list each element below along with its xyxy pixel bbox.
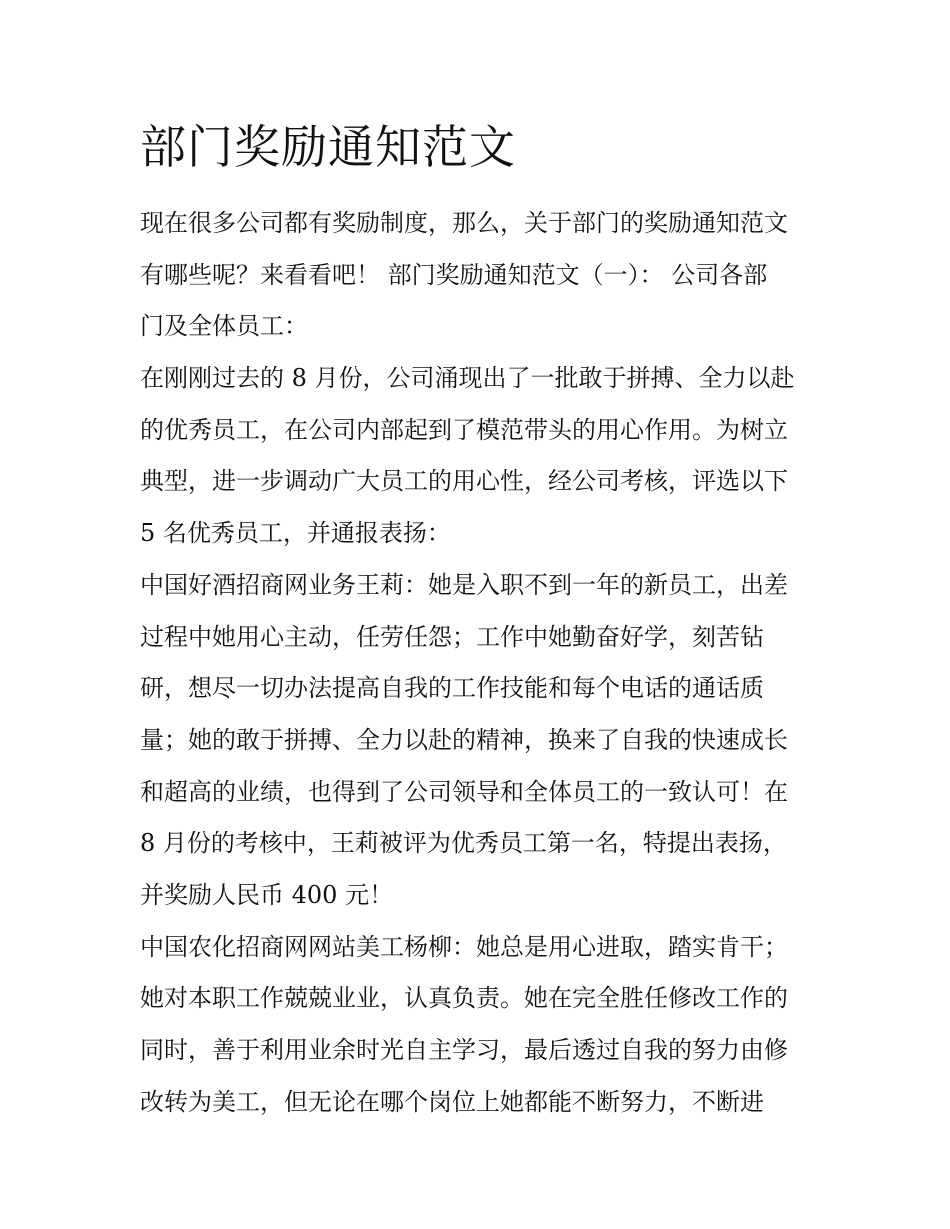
paragraph-line: 5 名优秀员工，并通报表扬： <box>140 519 451 548</box>
paragraph-line: 和超高的业绩，也得到了公司领导和全体员工的一致认可！在 <box>140 777 788 806</box>
paragraph-line: 中国农化招商网网站美工杨柳：她总是用心进取，踏实肯干； <box>140 932 788 961</box>
paragraph-line: 同时，善于利用业余时光自主学习，最后透过自我的努力由修 <box>140 1036 788 1064</box>
paragraph-line: 在刚刚过去的 8 月份，公司涌现出了一批敢于拼搏、全力以赴 <box>140 364 795 393</box>
paragraph-line: 的优秀员工，在公司内部起到了模范带头的用心作用。为树立 <box>140 415 788 444</box>
paragraph-line: 有哪些呢？来看看吧！ 部门奖励通知范文（一）： 公司各部 <box>140 260 768 289</box>
paragraph-line: 过程中她用心主动，任劳任怨；工作中她勤奋好学，刻苦钻 <box>140 622 764 651</box>
paragraph-line: 并奖励人民币 400 元！ <box>140 880 394 909</box>
paragraph-line: 研，想尽一切办法提高自我的工作技能和每个电话的通话质 <box>140 674 764 703</box>
paragraph-line: 量；她的敢于拼搏、全力以赴的精神，换来了自我的快速成长 <box>140 725 788 754</box>
paragraph-line: 8 月份的考核中，王莉被评为优秀员工第一名，特提出表扬， <box>140 829 787 858</box>
paragraph-line: 现在很多公司都有奖励制度，那么，关于部门的奖励通知范文 <box>140 209 788 237</box>
paragraph-line: 典型，进一步调动广大员工的用心性，经公司考核，评选以下 <box>140 467 788 496</box>
document-title: 部门奖励通知范文 <box>140 120 516 174</box>
paragraph-line: 门及全体员工： <box>140 312 308 341</box>
paragraph-line: 她对本职工作兢兢业业，认真负责。她在完全胜任修改工作的 <box>140 984 788 1013</box>
document-body <box>140 198 820 1128</box>
paragraph-line: 改转为美工，但无论在哪个岗位上她都能不断努力，不断进 <box>140 1087 764 1116</box>
paragraph-line: 中国好酒招商网业务王莉：她是入职不到一年的新员工，出差 <box>140 570 788 599</box>
